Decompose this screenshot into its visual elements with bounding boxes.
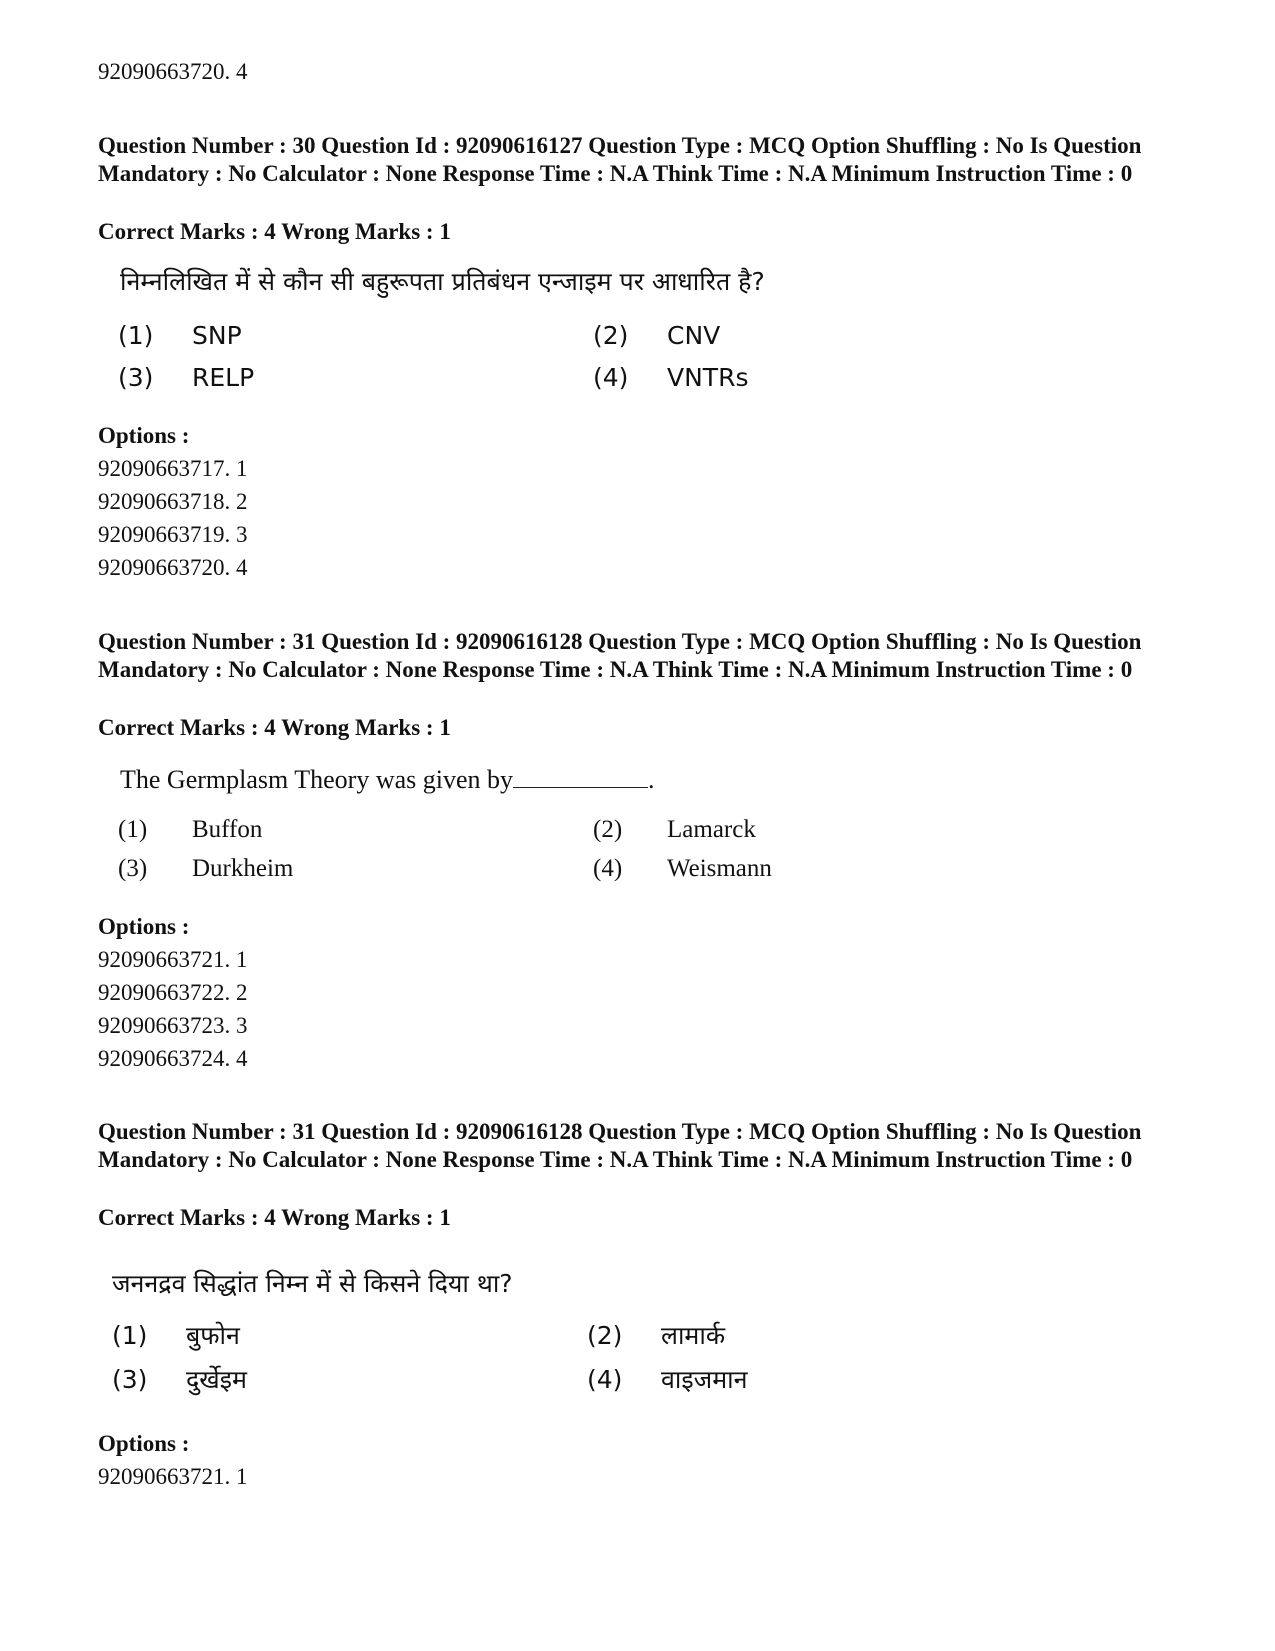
choice-number: (2) [587, 1321, 623, 1350]
choice-3 [118, 853, 293, 885]
choice-number: (4) [587, 1365, 623, 1394]
option-id: 92090663720. 4 [98, 555, 248, 580]
option-id: 92090663724. 4 [98, 1046, 248, 1071]
choice-number: (2) [593, 321, 629, 350]
choice-number: (3) [118, 363, 154, 392]
option-id: 92090663723. 3 [98, 1013, 248, 1038]
question-meta: Question Number : 31 Question Id : 92090616128 Question Type : MCQ Option Shuffling : No Is Question Mandatory : No Calculator : None Response Time : N.A Think Time : N.A Minimum Instruction Time : 0 [98, 1119, 1142, 1172]
choice-2 [587, 1320, 725, 1352]
choice-4 [587, 1364, 748, 1396]
choice-number: (3) [112, 1365, 148, 1394]
choice-2 [593, 320, 720, 352]
option-id: 92090663721. 1 [98, 947, 248, 972]
choice-4 [593, 362, 748, 394]
question-end: . [648, 765, 655, 794]
option-id: 92090663721. 1 [98, 1464, 248, 1489]
choice-text: बुफोन [186, 1321, 240, 1350]
option-id: 92090663722. 2 [98, 980, 248, 1005]
choice-number: (2) [593, 816, 623, 843]
choice-text: SNP [192, 321, 242, 350]
question-stem: The Germplasm Theory was given by [120, 765, 514, 794]
choice-number: (1) [118, 816, 148, 843]
option-id: 92090663719. 3 [98, 522, 248, 547]
question-text: जननद्रव सिद्धांत निम्न में से किसने दिया था? [112, 1269, 513, 1298]
option-id: 92090663718. 2 [98, 489, 248, 514]
question-text [120, 764, 655, 796]
choice-text: Lamarck [667, 816, 756, 843]
marks-line: Correct Marks : 4 Wrong Marks : 1 [98, 219, 451, 244]
marks-line: Correct Marks : 4 Wrong Marks : 1 [98, 715, 451, 740]
choice-text: Weismann [667, 855, 772, 882]
choice-text: Durkheim [192, 855, 294, 882]
options-label: Options : [98, 914, 190, 939]
option-id: 92090663717. 1 [98, 456, 248, 481]
choice-4 [593, 853, 772, 885]
choice-1 [112, 1320, 240, 1352]
choice-text: CNV [667, 321, 721, 350]
choice-number: (4) [593, 855, 623, 882]
choice-1 [118, 320, 242, 352]
choice-number: (1) [112, 1321, 148, 1350]
options-label: Options : [98, 1431, 190, 1456]
choice-2 [593, 814, 756, 846]
choice-text: VNTRs [667, 363, 749, 392]
choice-text: Buffon [192, 816, 263, 843]
choice-text: RELP [192, 363, 255, 392]
question-text: निम्नलिखित में से कौन सी बहुरूपता प्रतिबंधन एन्जाइम पर आधारित है? [120, 267, 765, 296]
options-label: Options : [98, 423, 190, 448]
choice-number: (3) [118, 855, 148, 882]
question-meta: Question Number : 31 Question Id : 92090616128 Question Type : MCQ Option Shuffling : No Is Question Mandatory : No Calculator : None Response Time : N.A Think Time : N.A Minimum Instruction Time : 0 [98, 629, 1142, 682]
choice-text: लामार्क [661, 1321, 726, 1350]
marks-line: Correct Marks : 4 Wrong Marks : 1 [98, 1205, 451, 1230]
choice-3 [118, 362, 254, 394]
question-meta: Question Number : 30 Question Id : 92090616127 Question Type : MCQ Option Shuffling : No Is Question Mandatory : No Calculator : None Response Time : N.A Think Time : N.A Minimum Instruction Time : 0 [98, 133, 1142, 186]
choice-text: वाइजमान [661, 1365, 748, 1394]
choice-3 [112, 1364, 247, 1396]
option-id: 92090663720. 4 [98, 59, 248, 84]
choice-text: दुर्खेइम [186, 1365, 247, 1394]
choice-1 [118, 814, 262, 846]
choice-number: (1) [118, 321, 154, 350]
choice-number: (4) [593, 363, 629, 392]
fill-blank [513, 767, 648, 788]
